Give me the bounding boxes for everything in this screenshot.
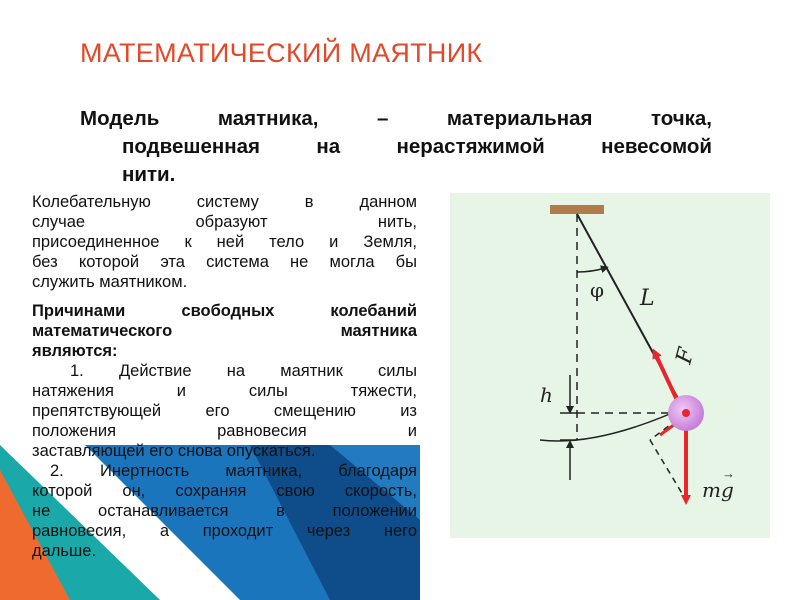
text-line: дальше. xyxy=(32,542,97,560)
text-line: случае образуют нить, xyxy=(32,213,417,231)
text-line: заставляющей его снова опускаться. xyxy=(32,442,316,460)
length-label: L xyxy=(640,286,655,311)
text-line: служить маятником. xyxy=(32,273,188,291)
gravity-vector-arrow: → xyxy=(722,466,735,481)
slide-title: МАТЕМАТИЧЕСКИЙ МАЯТНИК xyxy=(80,38,483,68)
body-text xyxy=(32,192,417,561)
text-line: являются: xyxy=(32,342,118,360)
gravity-label: mg xyxy=(702,478,734,502)
lead-line: подвешенная на нерастяжимой невесомой xyxy=(122,135,712,158)
lead-line: нити. xyxy=(122,163,176,186)
height-label: h xyxy=(540,383,553,407)
text-line: натяжения и силы тяжести, xyxy=(32,382,417,400)
text-line: Колебательную систему в данном xyxy=(32,193,417,211)
text-line: 2. Инертность маятника, благодаря xyxy=(50,462,417,480)
text-line: без которой эта система не могла бы xyxy=(32,253,417,271)
paragraph-cause-2 xyxy=(32,461,417,561)
support-beam xyxy=(550,205,604,214)
text-line: математического маятника xyxy=(32,322,417,340)
paragraph-causes-heading xyxy=(32,301,417,361)
text-line: равновесия, а проходит через него xyxy=(32,522,417,540)
text-line: 1. Действие на маятник силы xyxy=(70,362,417,380)
bob-center xyxy=(682,409,690,417)
text-line: присоединенное к ней тело и Земля, xyxy=(32,233,417,251)
force-label: F xyxy=(671,345,700,367)
lead-line: Модель маятника, – материальная точка, xyxy=(80,107,712,130)
text-line: положения равновесия и xyxy=(32,422,417,440)
component-dashed xyxy=(650,440,686,500)
text-line: Причинами свободных колебаний xyxy=(32,302,417,320)
text-line: не останавливается в положении xyxy=(32,502,417,520)
swing-arc xyxy=(540,405,690,441)
text-line: препятствующей его смещению из xyxy=(32,402,417,420)
angle-arc xyxy=(577,268,605,272)
angle-label: φ xyxy=(590,278,605,302)
paragraph-cause-1 xyxy=(32,361,417,461)
text-line: которой он, сохраняя свою скорость, xyxy=(32,482,417,500)
paragraph-system xyxy=(32,192,417,292)
